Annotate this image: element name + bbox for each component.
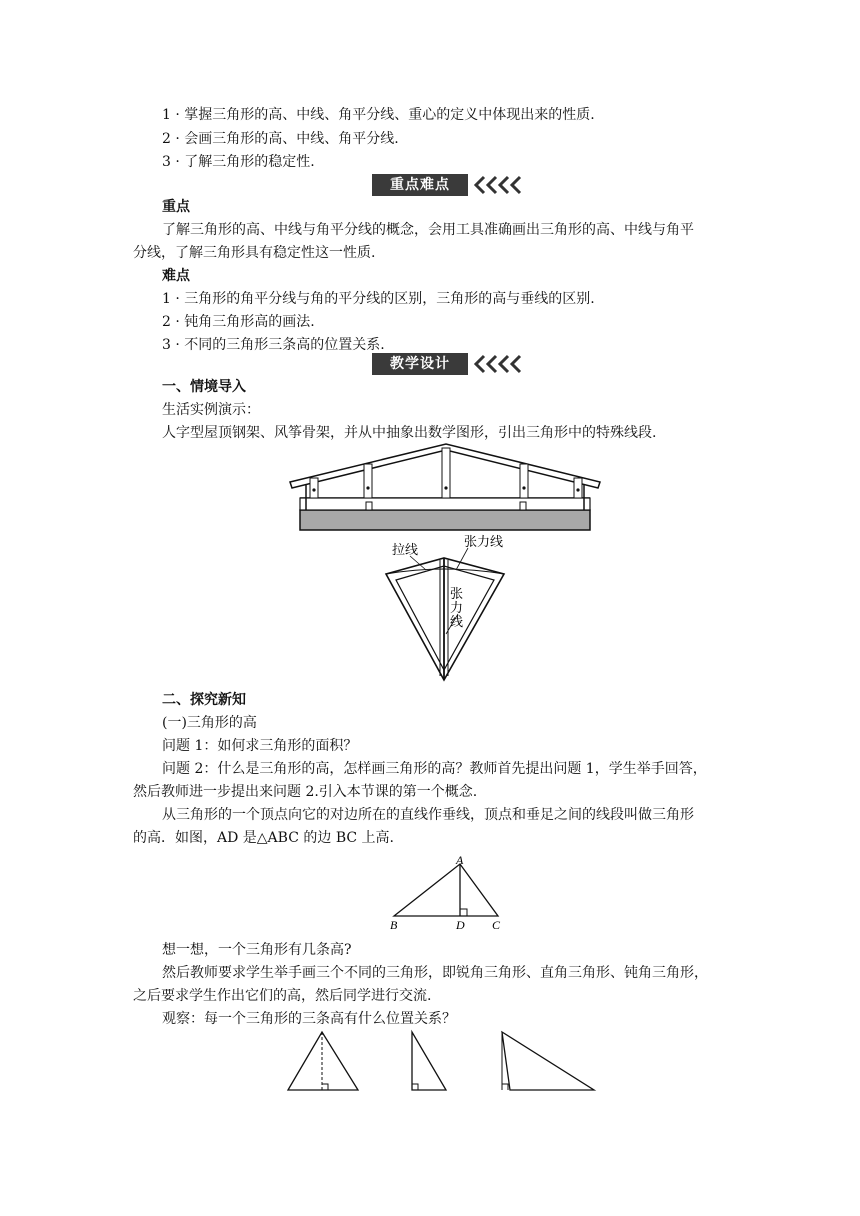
banner-label: 教学设计 [372, 353, 468, 375]
difficult-heading: 难点 [162, 268, 190, 284]
then-line-2: 之后要求学生作出它们的高，然后同学进行交流. [133, 988, 432, 1004]
think-line: 想一想，一个三角形有几条高? [162, 942, 352, 958]
objective-3: 3 · 了解三角形的稳定性. [162, 154, 315, 170]
key-line-1: 了解三角形的高、中线与角平分线的概念，会用工具准确画出三角形的高、中线与角平 [162, 222, 694, 238]
question-2-line-2: 然后教师进一步提出来问题 2.引入本节课的第一个概念. [133, 784, 478, 800]
definition-line-2: 的高．如图，AD 是△ABC 的边 BC 上高. [133, 830, 394, 846]
difficult-line-2: 2 · 钝角三角形高的画法. [162, 314, 315, 330]
triangle-abc-figure [380, 852, 510, 934]
right-triangle [412, 1032, 446, 1090]
observe-line: 观察：每一个三角形的三条高有什么位置关系？ [162, 1011, 456, 1027]
objective-2: 2 · 会画三角形的高、中线、角平分线. [162, 131, 399, 147]
banner-label: 重点难点 [372, 174, 468, 196]
label-d: D [456, 918, 465, 932]
obtuse-triangle [502, 1032, 594, 1090]
kite-label-pull: 拉线 [392, 542, 419, 557]
chevrons-icon [468, 353, 524, 375]
three-triangles-figure [284, 1028, 600, 1094]
section1-heading: 一、情境导入 [162, 379, 246, 395]
section2-heading: 二、探究新知 [162, 692, 246, 708]
difficult-line-1: 1 · 三角形的角平分线与角的平分线的区别，三角形的高与垂线的区别. [162, 291, 595, 307]
kite-figure [376, 530, 526, 686]
kite-label-tension-v3: 线 [450, 614, 464, 629]
objective-1: 1 · 掌握三角形的高、中线、角平分线、重心的定义中体现出来的性质. [162, 107, 595, 123]
label-c: C [492, 918, 501, 932]
kite-label-tension-top: 张力线 [464, 534, 504, 549]
key-line-2: 分线，了解三角形具有稳定性这一性质. [133, 245, 376, 261]
chevrons-icon [468, 174, 524, 196]
key-heading: 重点 [162, 199, 190, 215]
difficult-line-3: 3 · 不同的三角形三条高的位置关系. [162, 337, 385, 353]
question-2-line-1: 问题 2：什么是三角形的高，怎样画三角形的高？教师首先提出问题 1，学生举手回答， [162, 761, 707, 777]
sub-heading-altitude: (一)三角形的高 [162, 715, 257, 731]
then-line-1: 然后教师要求学生举手画三个不同的三角形，即锐角三角形、直角三角形、钝角三角形， [162, 965, 708, 981]
label-a: A [456, 853, 464, 867]
label-b: B [390, 918, 398, 932]
roof-truss-figure [286, 440, 602, 536]
section1-line-1: 生活实例演示： [162, 402, 260, 418]
acute-triangle [288, 1032, 358, 1090]
section1-line-2: 人字型屋顶钢架、风筝骨架，并从中抽象出数学图形，引出三角形中的特殊线段. [162, 425, 657, 441]
kite-label-tension-v1: 张 [450, 586, 464, 601]
question-1: 问题 1：如何求三角形的面积？ [162, 738, 358, 754]
definition-line-1: 从三角形的一个顶点向它的对边所在的直线作垂线，顶点和垂足之间的线段叫做三角形 [162, 807, 694, 823]
kite-label-tension-v2: 力 [450, 600, 464, 615]
